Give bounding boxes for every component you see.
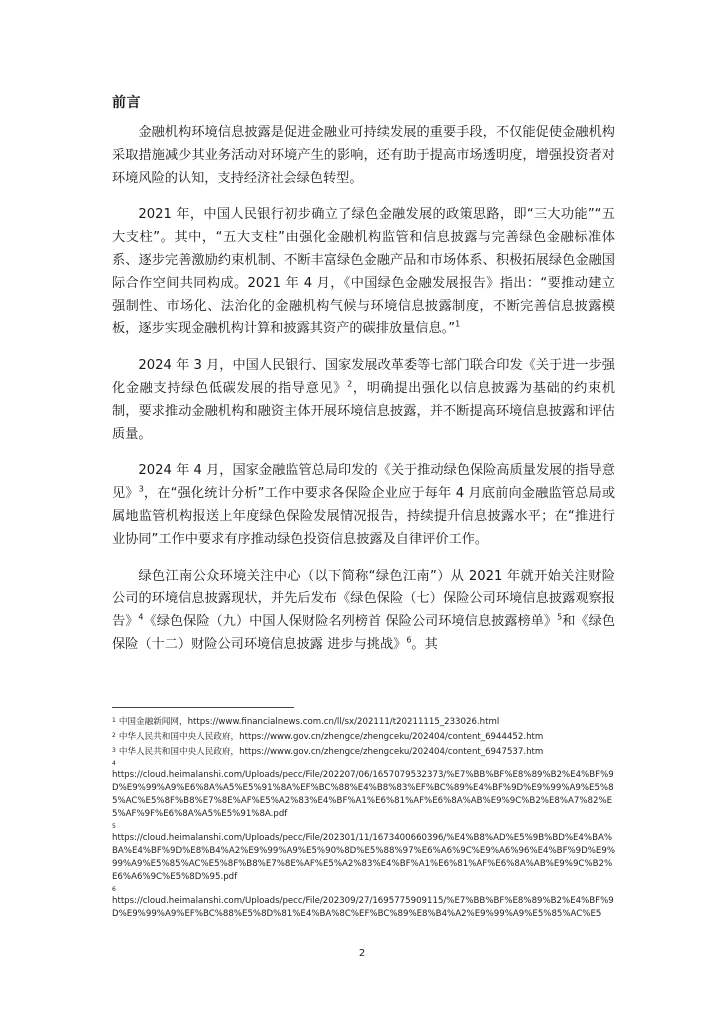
footnote-number: 2 bbox=[112, 732, 116, 739]
paragraph-4 bbox=[112, 460, 615, 551]
footnote-3 bbox=[112, 744, 617, 759]
body-text bbox=[112, 122, 615, 671]
paragraph-text: 绿色江南公众环境关注中心（以下简称“绿色江南”）从 2021 年就开始关注财险公司的环境信息披露现状，并先后发布《绿色保险（七）保险公司环境信息披露观察报告》 bbox=[112, 568, 615, 630]
page-number: 2 bbox=[358, 948, 366, 959]
paragraph-2 bbox=[112, 204, 615, 341]
footnote-number: 4 bbox=[112, 760, 116, 767]
paragraph-text-tail: 《绿色保险（九）中国人保财险名列榜首 保险公司环境信息披露榜单》 bbox=[143, 614, 558, 630]
footnote-ref[interactable]: 3 bbox=[138, 484, 144, 494]
footnote-ref[interactable]: 1 bbox=[455, 319, 461, 329]
paragraph-text: 金融机构环境信息披露是促进金融业可持续发展的重要手段，不仅能促使金融机构采取措施减少其业务活动对环境产生的影响，还有助于提高市场透明度，增强投资者对环境风险的认知，支持经济社会绿色转型。 bbox=[112, 125, 615, 186]
paragraph-text-tail: ，在“强化统计分析”工作中要求各保险企业应于每年 4 月底前向金融监管总局或属地监管机构报送上年度绿色保险发展情况报告，持续提升信息披露水平；在“推进行业协同”工作中要求有序推动绿色投资信息披露及自律评价工作。 bbox=[112, 486, 616, 547]
paragraph-1 bbox=[112, 122, 615, 190]
paragraph-text: 2021 年，中国人民银行初步确立了绿色金融发展的政策思路，即“三大功能”“五大支柱”。其中，“五大支柱”由强化金融机构监管和信息披露与完善绿色金融标准体系、逐步完善激励约束机制、不断丰富绿色金融产品和市场体系、积极拓展绿色金融国际合作空间共同构成。2021 年 4 月，《中国绿色金融发展报告》指出：“要推动建立强制性、市场化、法治化的金融机构气候与环境信息披露制度，不断完善信息披露模板，逐步实现金融机构计算和披露其资产的碳排放量信息。” bbox=[112, 207, 615, 337]
paragraph-text-tail: 和《绿色保险（十二）财险公司环境信息披露 进步与挑战》 bbox=[112, 614, 616, 652]
footnote-ref[interactable]: 2 bbox=[347, 379, 353, 389]
footnote-number: 3 bbox=[112, 747, 116, 754]
footnote-6-url[interactable]: https://cloud.heimalanshi.com/Uploads/pecc/File/202309/27/1695775909115/%E7%BB%BF%E8%89%B2%E4%BF%9D%E9%99%A9%EF%BC%88%E5%8D%81%E4%BA%8C%EF%BC%89%E8%B4%A2%E9%99%A9%E5%85%AC%E5 bbox=[112, 896, 614, 919]
footnote-number: 5 bbox=[112, 823, 116, 830]
footnote-1 bbox=[112, 714, 617, 729]
footnote-ref[interactable]: 5 bbox=[557, 612, 563, 622]
footnotes bbox=[112, 714, 617, 922]
paragraph-text-tail: ，明确提出强化以信息披露为基础的约束机制，要求推动金融机构和融资主体开展环境信息披露，并不断提高环境信息披露和评估质量。 bbox=[112, 380, 616, 442]
paragraph-text-tail: 。其 bbox=[411, 636, 438, 652]
paragraph-text: 2024 年 3 月，中国人民银行、国家发展改革委等七部门联合印发《关于进一步强化金融支持绿色低碳发展的指导意见》 bbox=[112, 358, 615, 396]
footnote-2 bbox=[112, 729, 617, 744]
footnote-divider bbox=[112, 707, 294, 708]
paragraph-text: 2024 年 4 月，国家金融监管总局印发的《关于推动绿色保险高质量发展的指导意见》 bbox=[112, 463, 615, 502]
footnote-5-url[interactable]: https://cloud.heimalanshi.com/Uploads/pecc/File/202301/11/1673400660396/%E4%B8%AD%E5%9B%BD%E4%BA%BA%E4%BF%9D%E8%B4%A2%E9%99%A9%E5%90%8D%E5%88%97%E6%A6%9C%E9%A6%96%E4%BF%9D%E9%99%A9%E5%85%AC%E5%8F%B8%E7%8E%AF%E5%A2%83%E4%BF%A1%E6%81%AF%E6%8A%AB%E9%9C%B2%E6%A6%9C%E5%8D%95.pdf bbox=[112, 833, 615, 882]
footnote-text[interactable]: 中华人民共和国中央人民政府，https://www.gov.cn/zhengce/zhengceku/202404/content_6947537.htm bbox=[118, 747, 544, 757]
footnote-number: 1 bbox=[112, 717, 116, 724]
footnote-ref[interactable]: 6 bbox=[406, 635, 412, 645]
footnote-ref[interactable]: 4 bbox=[138, 612, 144, 622]
section-heading: 前言 bbox=[112, 95, 141, 111]
footnote-text[interactable]: 中国金融新闻网，https://www.financialnews.com.cn/ll/sx/202111/t20211115_233026.html bbox=[118, 717, 500, 727]
footnote-4-url[interactable]: https://cloud.heimalanshi.com/Uploads/pecc/File/202207/06/1657079532373/%E7%BB%BF%E8%89%B2%E4%BF%9D%E9%99%A9%E6%8A%A5%E5%91%8A%EF%BC%88%E4%B8%83%EF%BC%89%E4%BF%9D%E9%99%A9%E5%85%AC%E5%8F%B8%E7%8E%AF%E5%A2%83%E4%BF%A1%E6%81%AF%E6%8A%AB%E9%9C%B2%E8%A7%82%E5%AF%9F%E6%8A%A5%E5%91%8A.pdf bbox=[112, 770, 614, 819]
paragraph-5 bbox=[112, 566, 615, 657]
footnote-number: 6 bbox=[112, 886, 116, 893]
footnote-text[interactable]: 中华人民共和国中央人民政府，https://www.gov.cn/zhengce/zhengceku/202404/content_6944452.htm bbox=[118, 732, 544, 742]
paragraph-3 bbox=[112, 355, 615, 446]
